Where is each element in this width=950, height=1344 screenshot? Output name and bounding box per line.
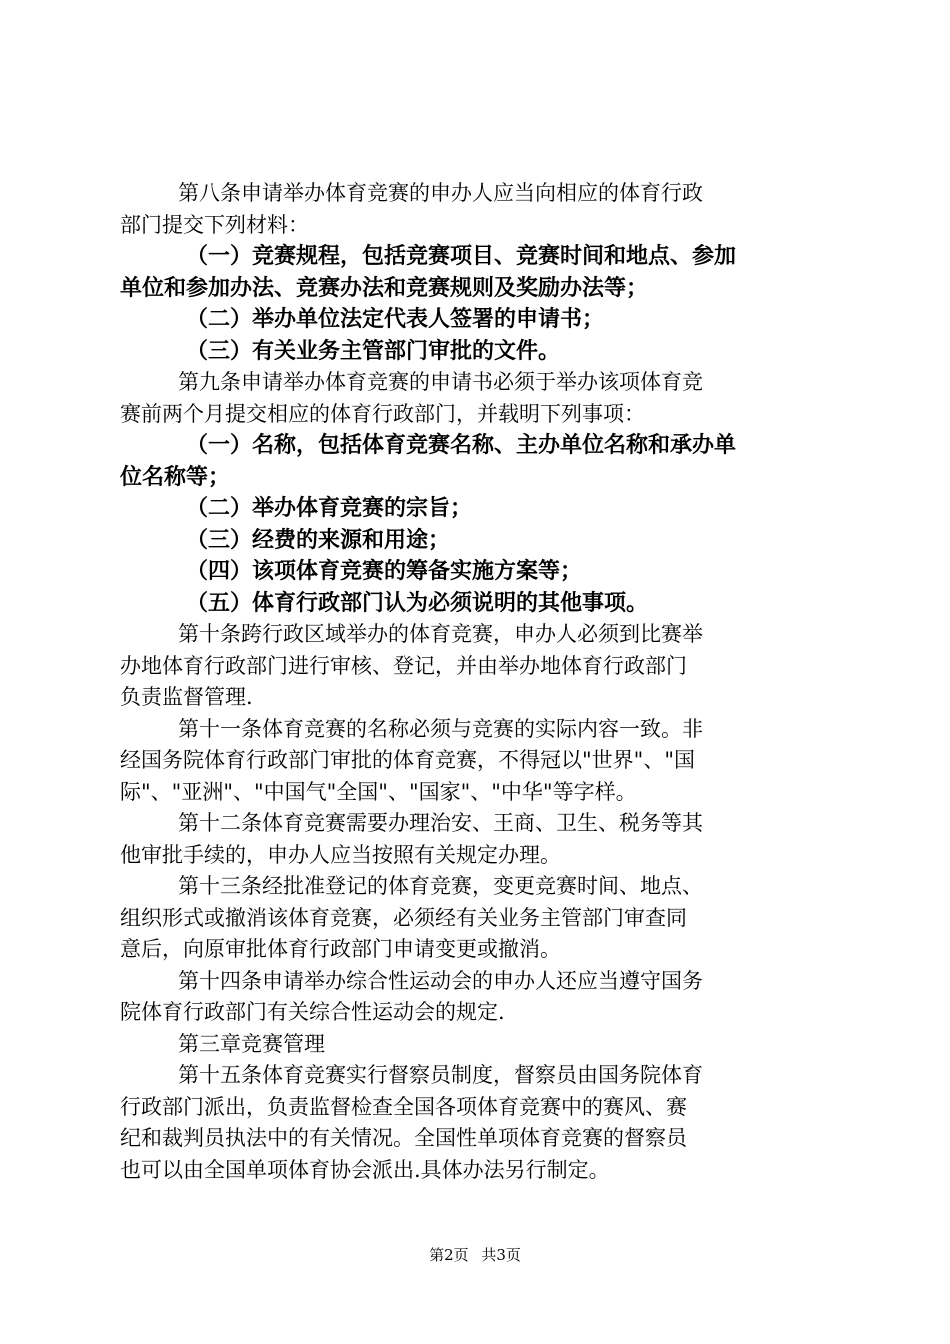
text-line: 办地体育行政部门进行审核、登记，并由举办地体育行政部门 xyxy=(120,653,687,678)
page-number: 第2页 xyxy=(429,1246,469,1264)
document-body xyxy=(120,178,830,1186)
text-line: 行政部门派出，负责监督检查全国各项体育竞赛中的赛风、赛 xyxy=(120,1094,687,1119)
text-line: 第八条申请举办体育竞赛的申办人应当向相应的体育行政 xyxy=(178,181,703,205)
page-total: 共3页 xyxy=(481,1246,521,1264)
text-line: 经国务院体育行政部门审批的体育竞赛，不得冠以"世界"、"国 xyxy=(120,748,695,772)
list-item: （一）竞赛规程，包括竞赛项目、竞赛时间和地点、参加 xyxy=(186,244,737,269)
list-item: （四）该项体育竞赛的筹备实施方案等； xyxy=(186,559,583,584)
text-line: 也可以由全国单项体育协会派出.具体办法另行制定。 xyxy=(120,1157,610,1182)
text-line: 院体育行政部门有关综合性运动会的规定. xyxy=(120,1000,505,1024)
text-line: 第十条跨行政区域举办的体育竞赛，申办人必须到比赛举 xyxy=(178,622,703,646)
list-item: （二）举办体育竞赛的宗旨； xyxy=(186,496,473,521)
section-heading: 第三章竞赛管理 xyxy=(178,1031,325,1056)
list-item: （三）有关业务主管部门审批的文件。 xyxy=(186,338,561,364)
text-line: 负责监督管理. xyxy=(120,685,253,709)
list-item: （一）名称，包括体育竞赛名称、主办单位名称和承办单 xyxy=(186,433,737,458)
text-line: 部门提交下列材料： xyxy=(120,212,309,237)
list-item: （二）举办单位法定代表人签署的申请书； xyxy=(186,307,605,332)
page-footer xyxy=(0,1244,950,1265)
list-item: （五）体育行政部门认为必须说明的其他事项。 xyxy=(186,590,649,616)
text-line: 第十二条体育竞赛需要办理治安、王商、卫生、税务等其 xyxy=(178,811,703,835)
list-item: （三）经费的来源和用途； xyxy=(186,527,451,553)
list-item: 单位和参加办法、竞赛办法和竞赛规则及奖励办法等； xyxy=(120,275,649,301)
text-line: 第十一条体育竞赛的名称必须与竞赛的实际内容一致。非 xyxy=(178,716,703,741)
text-line: 第十三条经批准登记的体育竞赛，变更竞赛时间、地点、 xyxy=(178,874,703,898)
text-line: 第十五条体育竞赛实行督察员制度，督察员由国务院体育 xyxy=(178,1063,703,1087)
list-item: 位名称等； xyxy=(120,464,231,490)
text-line: 赛前两个月提交相应的体育行政部门，并载明下列事项： xyxy=(120,401,645,426)
text-line: 第十四条申请举办综合性运动会的申办人还应当遵守国务 xyxy=(178,968,703,993)
text-line: 他审批手续的，申办人应当按照有关规定办理。 xyxy=(120,842,561,867)
text-line: 组织形式或撤消该体育竞赛，必须经有关业务主管部门审查同 xyxy=(120,905,687,930)
text-line: 际"、"亚洲"、"中国气"全国"、"国家"、"中华"等字样。 xyxy=(120,779,637,804)
text-line: 纪和裁判员执法中的有关情况。全国性单项体育竞赛的督察员 xyxy=(120,1126,687,1150)
text-line: 第九条申请举办体育竞赛的申请书必须于举办该项体育竞 xyxy=(178,370,703,394)
text-line: 意后，向原审批体育行政部门申请变更或撤消。 xyxy=(120,937,561,961)
